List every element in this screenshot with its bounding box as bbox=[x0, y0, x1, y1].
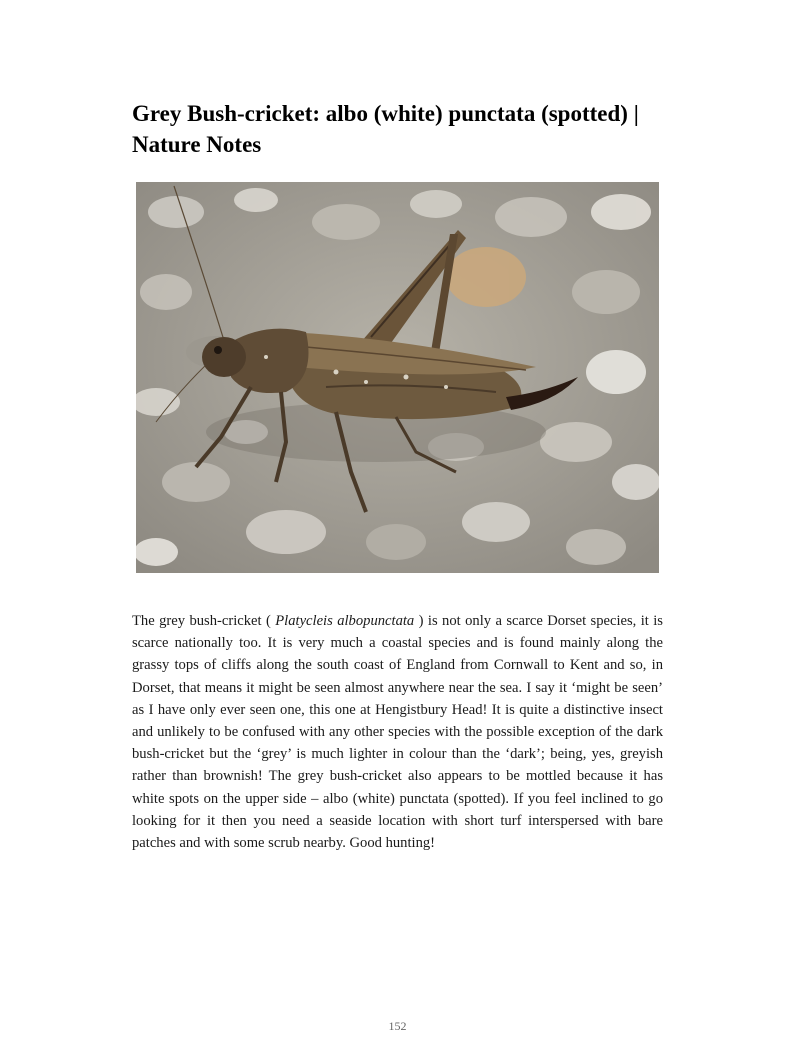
bush-cricket-illustration bbox=[136, 182, 659, 573]
page-number: 152 bbox=[388, 1019, 407, 1033]
body-text-rest: ) is not only a scarce Dorset species, it is scarce nationally too. It is very much a coastal species and is found mainly along the grassy tops of cliffs along the south coast of England from Cornwall to Kent and so, in Dorset, that means it might be seen almost anywhere near the sea. I say it ‘might be seen’ as I have only ever seen one, this one at Hengistbury Head! It is quite a distinctive insect and unlikely to be confused with any other species with the possible exception of the dark bush-cricket but the ‘grey’ is much lighter in colour than the ‘dark’; being, yes, greyish rather than brownish! The grey bush-cricket also appears to be mottled because it has white spots on the upper side – albo (white) punctata (spotted). If you feel inclined to go looking for it then you need a seaside location with short turf interspersed with bare patches and with some scrub nearby. Good hunting! bbox=[132, 613, 663, 852]
article-body bbox=[132, 610, 663, 854]
bush-cricket-photo bbox=[136, 182, 659, 573]
species-latin-name: Platycleis albopunctata bbox=[270, 613, 419, 629]
page-title: Grey Bush-cricket: albo (white) punctata (spotted) | Nature Notes bbox=[132, 101, 639, 157]
body-text-start: The grey bush-cricket ( bbox=[132, 613, 271, 629]
